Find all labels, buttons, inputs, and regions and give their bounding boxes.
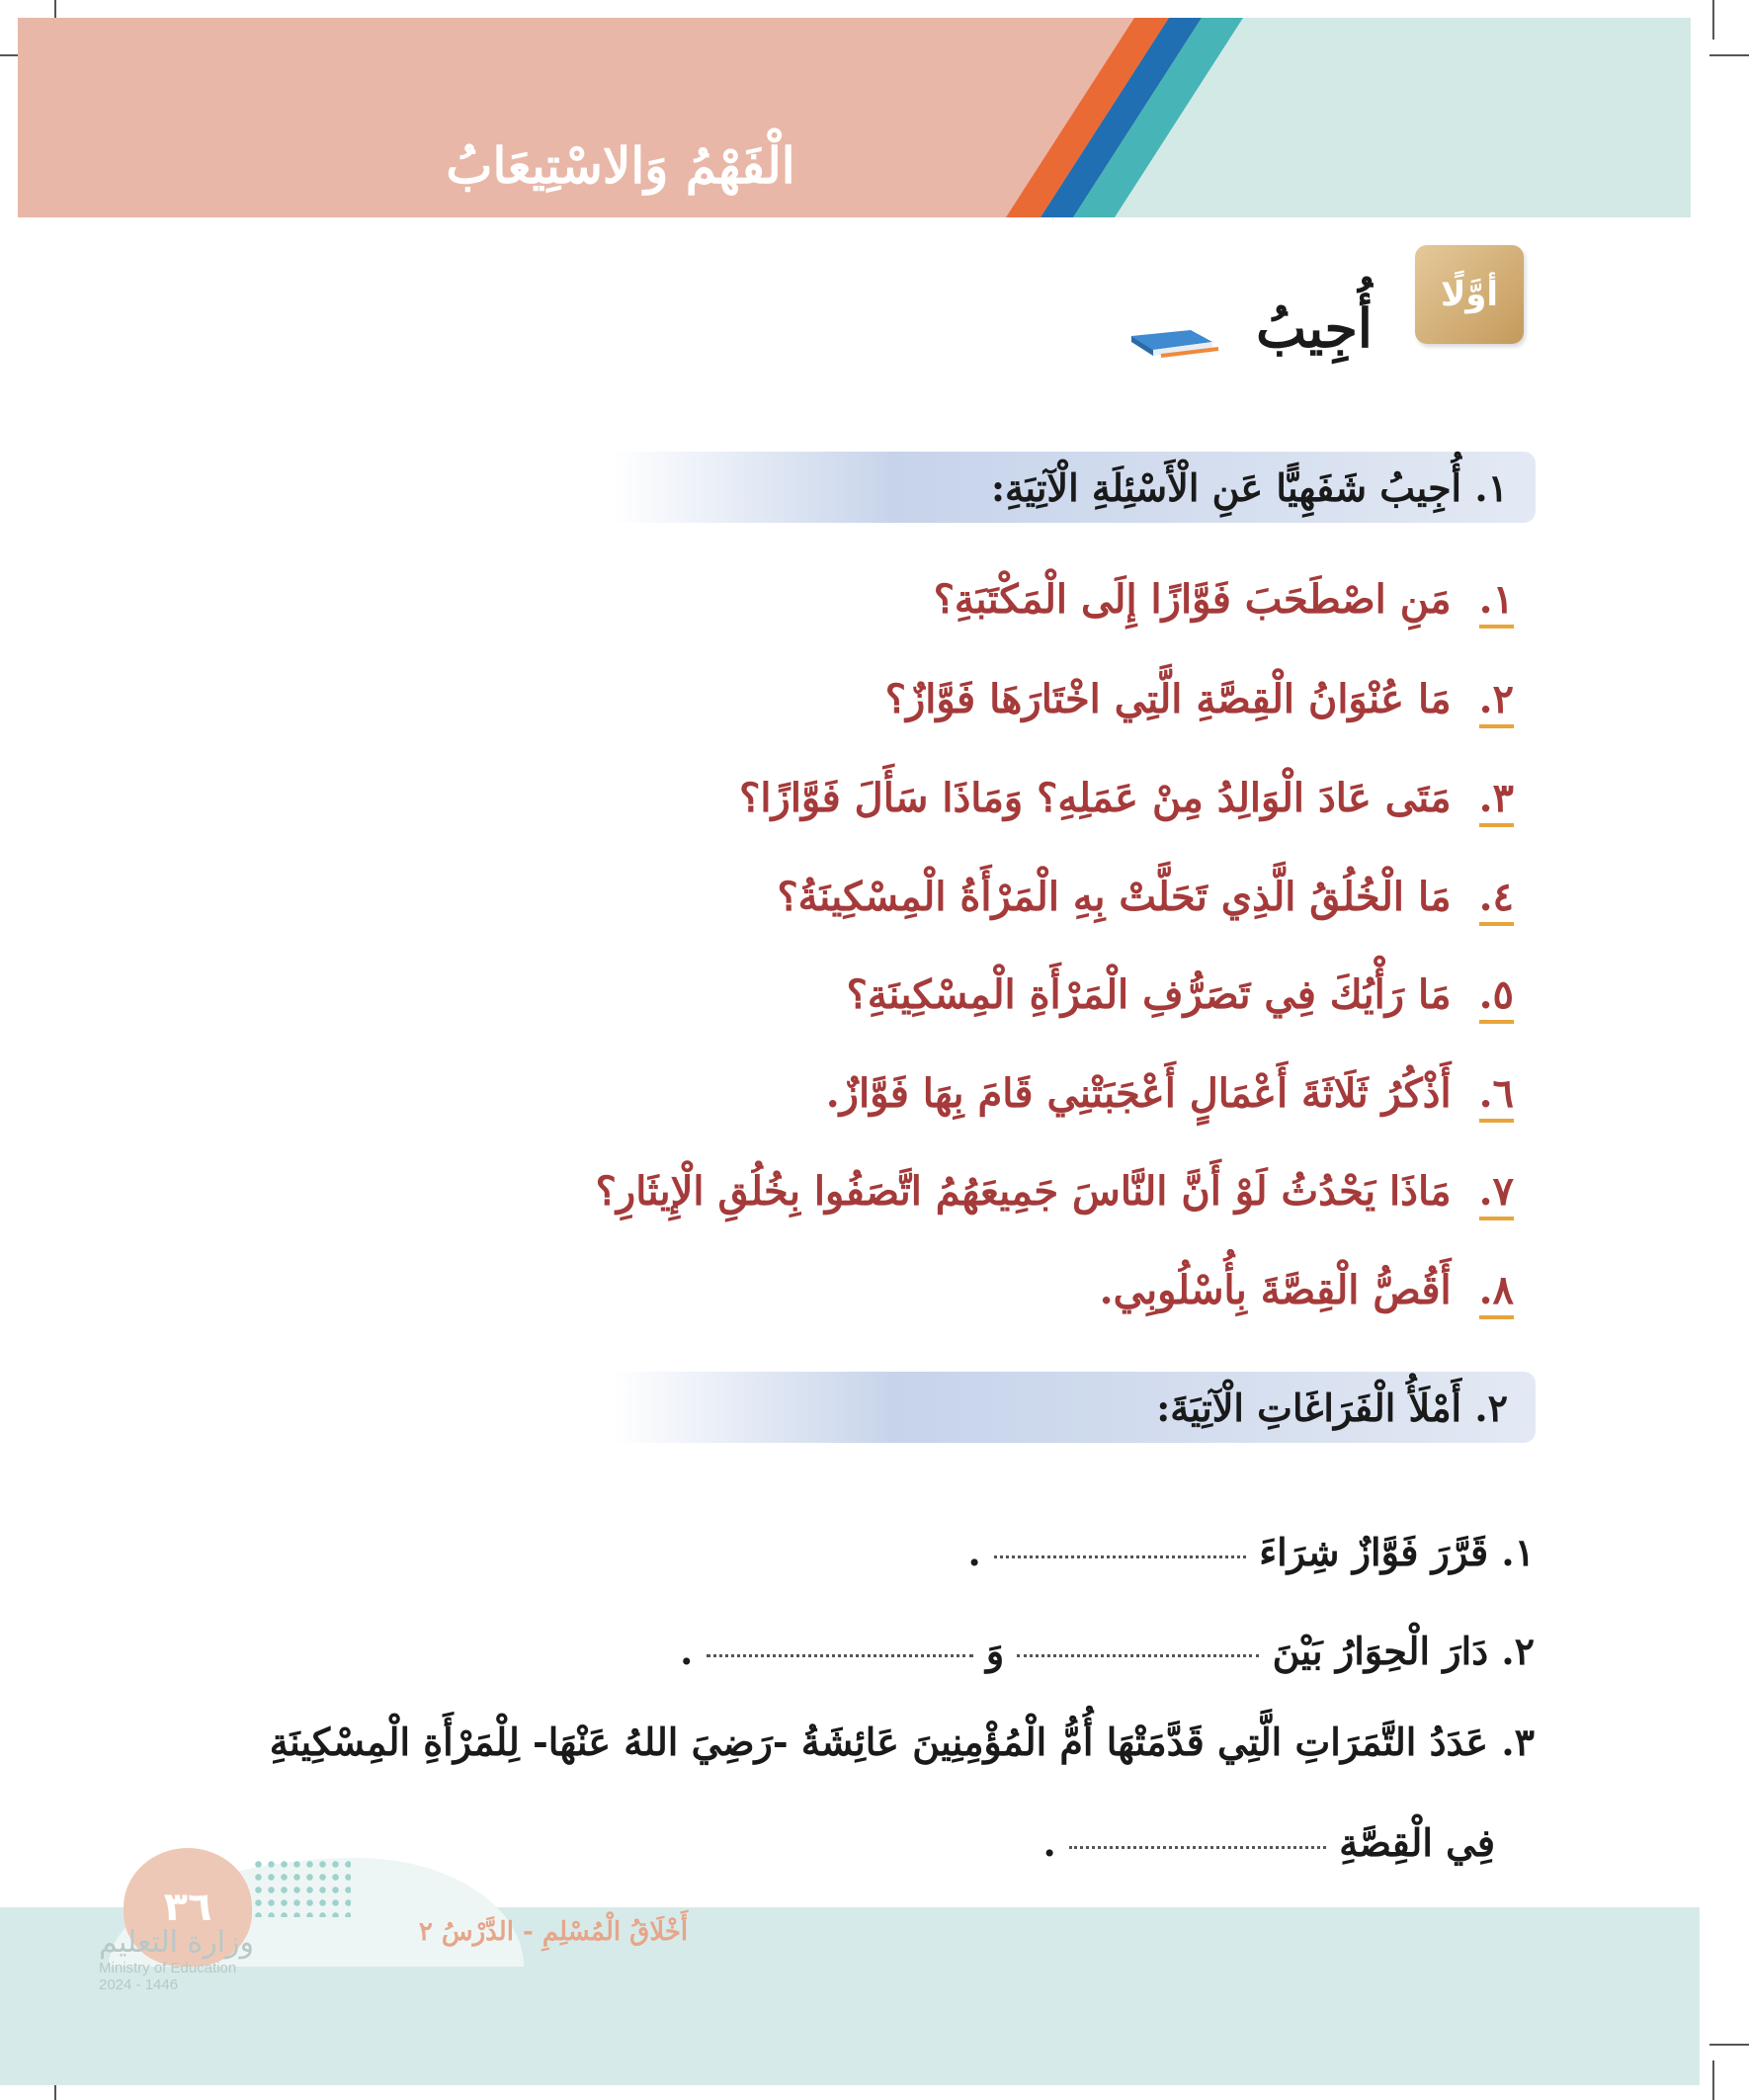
question-text: مَا الْخُلُقُ الَّذِي تَحَلَّتْ بِهِ الْمَرْأَةُ الْمِسْكِينَةُ؟ <box>777 874 1452 920</box>
ministry-name-en: Ministry of Education <box>99 1960 237 1976</box>
blank-line[interactable] <box>707 1653 973 1657</box>
fill-item <box>270 1720 1535 1764</box>
question-number: ٦. <box>1479 1070 1514 1123</box>
page-number: ٣٦ <box>124 1848 252 1967</box>
question-number: ٧. <box>1479 1168 1514 1220</box>
question-item <box>777 874 1514 920</box>
question-number: ٥. <box>1479 971 1514 1024</box>
question-item <box>596 1168 1514 1215</box>
ministry-logo <box>99 1925 267 1993</box>
section-badge: أوَّلًا <box>1415 245 1524 344</box>
question-number: ١. <box>1479 576 1514 629</box>
ministry-name-ar: وزارة التعليم <box>99 1925 255 1960</box>
question-item <box>739 775 1514 821</box>
edition-year: 2024 - 1446 <box>99 1976 179 1993</box>
question-item <box>826 1070 1514 1117</box>
blank-line[interactable] <box>1017 1653 1259 1657</box>
question-text: مَا عُنْوَانُ الْقِصَّةِ الَّتِي اخْتَارَهَا فَوَّازٌ؟ <box>884 676 1452 722</box>
crop-mark <box>1712 0 1714 40</box>
heading-fade <box>613 1372 899 1443</box>
question-number: ٣. <box>1479 775 1514 827</box>
part1-heading-bar <box>887 452 1536 523</box>
question-text: أَقُصُّ الْقِصَّةَ بِأُسْلُوبِي. <box>1099 1267 1452 1313</box>
heading-fade <box>613 452 899 523</box>
book-icon <box>1122 328 1220 358</box>
fill-text: ٣. عَدَدُ التَّمَرَاتِ الَّتِي قَدَّمَتْهَا أُمُّ الْمُؤْمِنِينَ عَائِشَةُ -رَضِيَ اللهُ عَنْهَا- لِلْمَرْأَةِ الْمِسْكِينَةِ <box>269 1720 1535 1764</box>
fill-text: ١. قَرَّرَ فَوَّازٌ شِرَاءَ <box>1259 1530 1535 1574</box>
question-text: أَذْكُرُ ثَلَاثَةَ أَعْمَالٍ أَعْجَبَتْنِي قَامَ بِهَا فَوَّازٌ. <box>825 1070 1452 1117</box>
fill-connector: وَ <box>985 1629 1005 1673</box>
header-banner <box>18 18 1691 217</box>
fill-end: . <box>967 1530 981 1574</box>
question-item <box>885 676 1514 722</box>
section-title: أُجِيبُ <box>1256 296 1373 360</box>
question-item <box>1100 1267 1514 1313</box>
fill-end: . <box>1042 1820 1056 1865</box>
part2-heading: ٢. أَمْلَأُ الْفَرَاغَاتِ الْآتِيَةَ: <box>1156 1386 1508 1430</box>
ministry-dots-logo <box>252 1858 351 1917</box>
fill-text: فِي الْقِصَّةِ <box>1339 1820 1495 1865</box>
fill-end: . <box>680 1629 694 1673</box>
question-number: ٤. <box>1479 874 1514 926</box>
fill-text: ٢. دَارَ الْحِوَارُ بَيْنَ <box>1272 1629 1535 1673</box>
question-text: مَتَى عَادَ الْوَالِدُ مِنْ عَمَلِهِ؟ وَمَاذَا سَأَلَ فَوَّازًا؟ <box>739 775 1452 821</box>
blank-line[interactable] <box>1069 1845 1326 1849</box>
fill-item <box>968 1530 1535 1574</box>
crop-mark <box>1709 2044 1749 2046</box>
question-text: مَنِ اصْطَحَبَ فَوَّازًا إِلَى الْمَكْتَبَةِ؟ <box>933 576 1452 623</box>
fill-item-continued <box>1043 1820 1495 1865</box>
page-title: الْفَهْمُ وَالاسْتِيعَابُ <box>446 136 795 195</box>
blank-line[interactable] <box>994 1554 1246 1558</box>
lesson-label: أَخْلَاقُ الْمُسْلِمِ - الدَّرْسُ ٢ <box>418 1917 689 1947</box>
fill-item <box>680 1629 1535 1673</box>
crop-mark <box>1712 2060 1714 2100</box>
crop-mark <box>1709 54 1749 56</box>
question-text: مَاذَا يَحْدُثُ لَوْ أَنَّ النَّاسَ جَمِيعَهُمُ اتَّصَفُوا بِخُلُقِ الْإِيثَارِ؟ <box>595 1168 1452 1215</box>
part2-heading-bar <box>887 1372 1536 1443</box>
question-number: ٢. <box>1479 676 1514 728</box>
question-text: مَا رَأْيُكَ فِي تَصَرُّفِ الْمَرْأَةِ الْمِسْكِينَةِ؟ <box>846 971 1452 1018</box>
question-item <box>934 576 1514 623</box>
header-panel <box>18 18 1691 217</box>
question-item <box>847 971 1514 1018</box>
part1-heading: ١. أُجِيبُ شَفَهِيًّا عَنِ الْأَسْئِلَةِ الْآتِيَةِ: <box>990 465 1508 510</box>
question-number: ٨. <box>1479 1267 1514 1319</box>
